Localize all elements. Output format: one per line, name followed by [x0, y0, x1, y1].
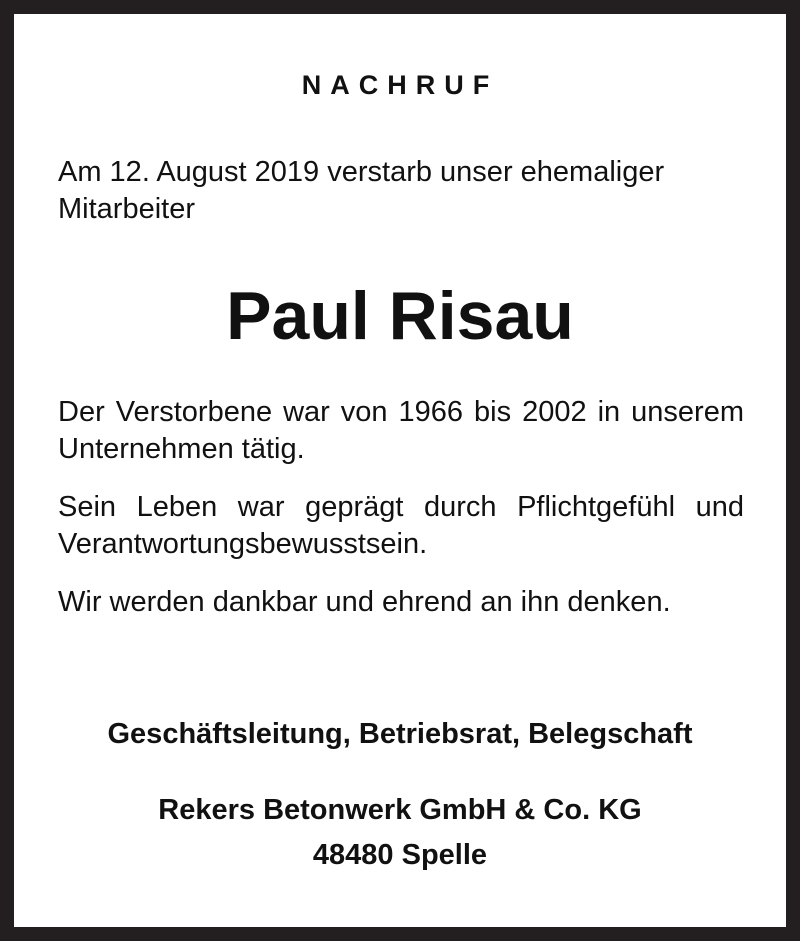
signers-line: Geschäftsleitung, Betriebsrat, Belegschaft [107, 718, 693, 750]
deceased-name: Paul Risau [226, 278, 574, 354]
paragraph-employment: Der Verstorbene war von 1966 bis 2002 in unserem Unternehmen tätig. [58, 396, 744, 465]
notice-heading: NACHRUF [301, 70, 499, 100]
company-city: 48480 Spelle [312, 839, 488, 871]
paragraph-remembrance: Wir werden dankbar und ehrend an ihn denken. [58, 586, 671, 618]
paragraph-character: Sein Leben war geprägt durch Pflichtgefühl und Verantwortungsbewusstsein. [58, 491, 744, 560]
intro-text: Am 12. August 2019 verstarb unser ehemaliger Mitarbeiter [58, 156, 665, 225]
company-name: Rekers Betonwerk GmbH & Co. KG [158, 794, 642, 826]
